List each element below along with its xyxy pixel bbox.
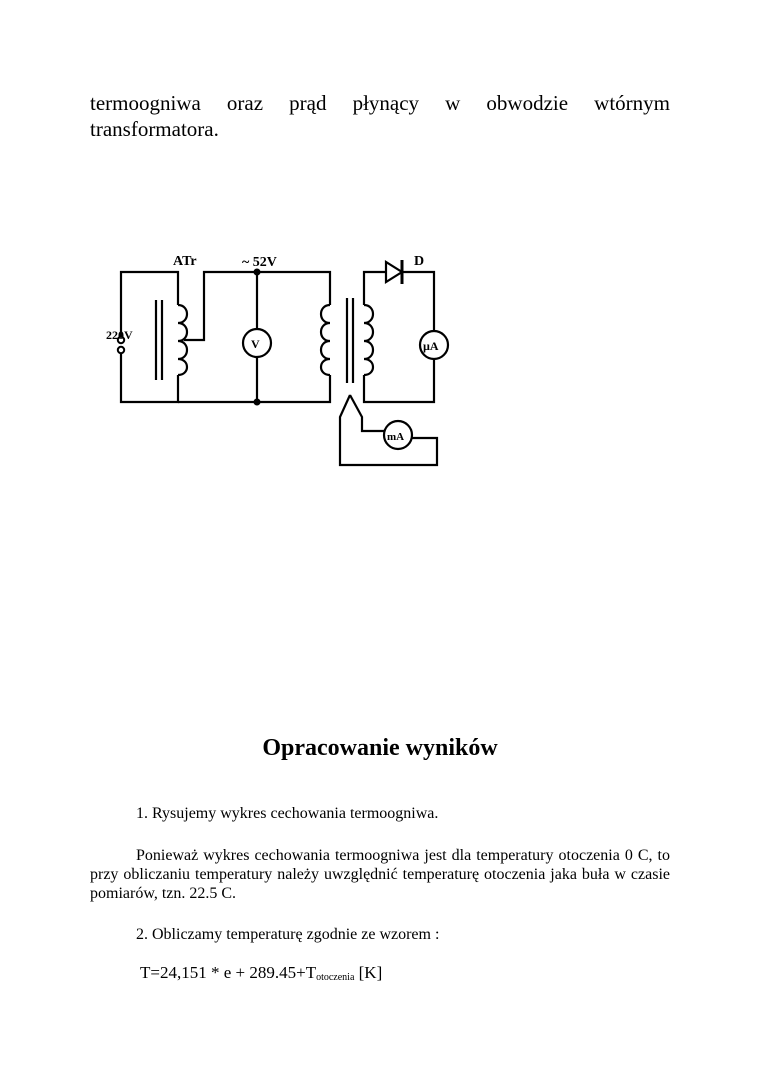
wire-input-bottom	[121, 350, 178, 402]
label-voltage: ~ 52V	[242, 255, 277, 270]
label-input: 220V	[106, 328, 133, 342]
intro-paragraph	[90, 90, 670, 142]
temperature-formula	[140, 963, 382, 983]
diode-symbol	[386, 262, 402, 282]
calibration-note: Ponieważ wykres cechowania termoogniwa jest dla temperatury otoczenia 0 C, to przy obliczaniu temperatury należy uwzględnić temperaturę otoczenia jaka buła w czasie pomiarów, tzn. 22.5 C.	[90, 847, 670, 902]
transformer-primary	[321, 305, 330, 375]
transformer-secondary	[364, 305, 373, 375]
microammeter-label: µA	[423, 339, 439, 353]
step-1: 1. Rysujemy wykres cechowania termoogniwa.	[136, 805, 439, 822]
voltmeter-label: V	[251, 337, 260, 351]
label-atr: ATr	[173, 254, 197, 269]
step-2: 2. Obliczamy temperaturę zgodnie ze wzorem :	[136, 926, 440, 943]
junction-bottom	[254, 399, 261, 406]
formula-subscript: otoczenia	[316, 972, 355, 983]
circuit-diagram	[100, 245, 460, 475]
wire-bottom-bus	[178, 375, 330, 402]
section-heading: Opracowanie wyników	[262, 735, 498, 761]
milliammeter-label: mA	[387, 431, 405, 443]
label-diode: D	[414, 254, 425, 269]
terminal-bottom	[118, 347, 124, 353]
formula-unit: [K]	[354, 963, 383, 982]
intro-line-2: transformatora.	[90, 117, 219, 141]
intro-line-1: termoogniwa oraz prąd płynący w obwodzie wtórnym	[90, 91, 670, 115]
wire-secondary-top	[364, 272, 386, 305]
formula-main: T=24,151 * e + 289.45+T	[140, 963, 317, 982]
